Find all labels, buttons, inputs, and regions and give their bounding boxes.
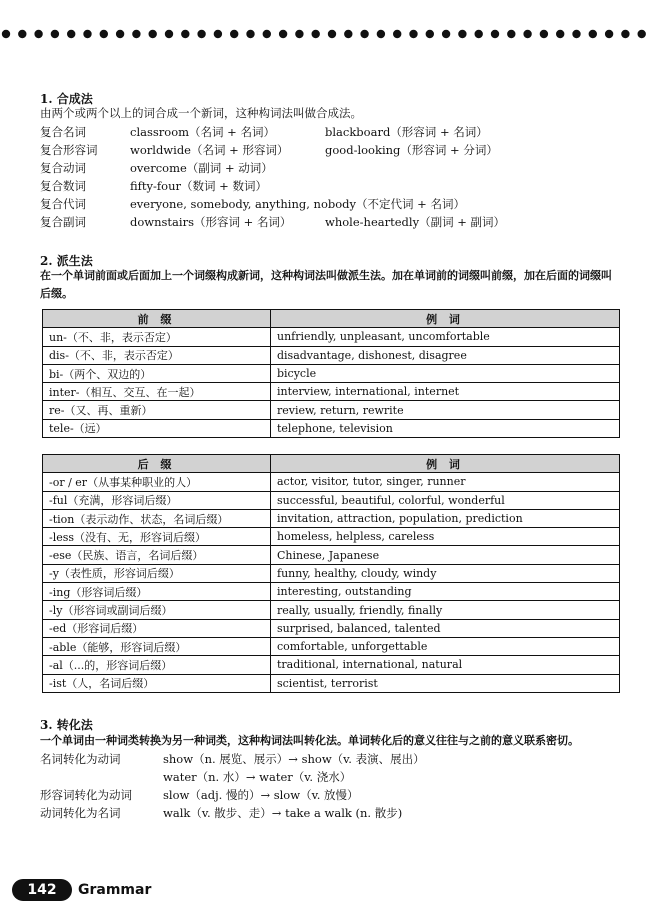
suffix-cell: -ed（形容词后缀） <box>43 619 271 637</box>
border-dot <box>149 30 157 38</box>
table-row <box>43 674 620 692</box>
example-cell: actor, visitor, tutor, singer, runner <box>271 473 620 491</box>
example-cell: invitation, attraction, population, prediction <box>271 509 620 527</box>
compound-label: 复合代词 <box>40 197 86 211</box>
compound-example-2: whole-heartedly（副词 + 副词） <box>325 215 506 229</box>
border-dot <box>197 30 205 38</box>
table-row <box>43 583 620 601</box>
example-cell: comfortable, unforgettable <box>271 637 620 655</box>
compound-example-1: worldwide（名词 + 形容词） <box>130 143 289 157</box>
example-cell: review, return, rewrite <box>271 401 620 419</box>
table-row <box>43 546 620 564</box>
border-dot <box>2 30 10 38</box>
table-row <box>43 637 620 655</box>
conversion-example: water（n. 水）→ water（v. 浇水） <box>163 770 352 784</box>
border-dot <box>67 30 75 38</box>
section-1-intro: 由两个或两个以上的词合成一个新词，这种构词法叫做合成法。 <box>40 106 362 120</box>
compound-label: 复合动词 <box>40 161 86 175</box>
example-cell: telephone, television <box>271 419 620 437</box>
border-dot <box>507 30 515 38</box>
compound-example-1: classroom（名词 + 名词） <box>130 125 275 139</box>
table-row <box>43 473 620 491</box>
example-cell: unfriendly, unpleasant, uncomfortable <box>271 328 620 346</box>
example-cell: successful, beautiful, colorful, wonderful <box>271 491 620 509</box>
suffix-cell: -less（没有、无，形容词后缀） <box>43 528 271 546</box>
border-dot <box>475 30 483 38</box>
border-dot <box>165 30 173 38</box>
example-cell: homeless, helpless, careless <box>271 528 620 546</box>
border-dot <box>132 30 140 38</box>
compound-label: 复合数词 <box>40 179 86 193</box>
border-dot <box>426 30 434 38</box>
compound-example-1: downstairs（形容词 + 名词） <box>130 215 292 229</box>
border-dot <box>589 30 597 38</box>
conversion-label: 形容词转化为动词 <box>40 788 132 802</box>
compound-example-1: overcome（副词 + 动词） <box>130 161 273 175</box>
border-dot <box>116 30 124 38</box>
border-dot <box>393 30 401 38</box>
table-row <box>43 328 620 346</box>
table-row <box>43 419 620 437</box>
prefix-cell: dis-（不、非，表示否定） <box>43 346 271 364</box>
section-3-intro: 一个单词由一种词类转换为另一种词类，这种构词法叫转化法。单词转化后的意义往往与之前的意义联系密切。 <box>40 734 579 747</box>
table-row <box>43 528 620 546</box>
compound-example-2: blackboard（形容词 + 名词） <box>325 125 488 139</box>
conversion-label: 名词转化为动词 <box>40 752 121 766</box>
suffix-cell: -tion（表示动作、状态，名词后缀） <box>43 509 271 527</box>
border-dot <box>51 30 59 38</box>
prefix-cell: bi-（两个、双边的） <box>43 364 271 382</box>
example-cell: traditional, international, natural <box>271 656 620 674</box>
border-dot <box>263 30 271 38</box>
border-dot <box>100 30 108 38</box>
compound-example-2: good-looking（形容词 + 分词） <box>325 143 498 157</box>
table-row <box>43 656 620 674</box>
example-cell: interesting, outstanding <box>271 583 620 601</box>
border-dot <box>409 30 417 38</box>
border-dot <box>523 30 531 38</box>
page-footer <box>12 878 151 902</box>
example-header: 例 词 <box>271 455 620 473</box>
example-cell: disadvantage, dishonest, disagree <box>271 346 620 364</box>
example-cell: funny, healthy, cloudy, windy <box>271 564 620 582</box>
suffix-header: 后 缀 <box>43 455 271 473</box>
border-dot <box>638 30 646 38</box>
example-cell: Chinese, Japanese <box>271 546 620 564</box>
border-dot <box>34 30 42 38</box>
example-cell: bicycle <box>271 364 620 382</box>
compound-label: 复合副词 <box>40 215 86 229</box>
border-dot <box>312 30 320 38</box>
table-row <box>43 509 620 527</box>
border-dot <box>621 30 629 38</box>
compound-label: 复合名词 <box>40 125 86 139</box>
table-row <box>43 383 620 401</box>
page-number: 142 <box>12 879 72 901</box>
suffix-cell: -able（能够，形容词后缀） <box>43 637 271 655</box>
border-dot <box>442 30 450 38</box>
example-cell: really, usually, friendly, finally <box>271 601 620 619</box>
suffix-cell: -y（表性质，形容词后缀） <box>43 564 271 582</box>
section-2-intro: 在一个单词前面或后面加上一个词缀构成新词，这种构词法叫做派生法。加在单词前的词缀叫前缀，加在后面的词缀叫后缀。 <box>40 269 612 300</box>
compound-example-1: fifty-four（数词 + 数词） <box>130 179 267 193</box>
footer-label: Grammar <box>78 882 152 898</box>
prefix-table <box>42 309 620 438</box>
prefix-table-header <box>43 310 620 328</box>
table-row <box>43 619 620 637</box>
suffix-table <box>42 454 620 693</box>
suffix-cell: -or / er（从事某种职业的人） <box>43 473 271 491</box>
border-dot <box>246 30 254 38</box>
border-dot <box>214 30 222 38</box>
prefix-cell: tele-（远） <box>43 419 271 437</box>
example-cell: interview, international, internet <box>271 383 620 401</box>
border-dot <box>360 30 368 38</box>
prefix-cell: inter-（相互、交互、在一起） <box>43 383 271 401</box>
suffix-cell: -al（...的，形容词后缀） <box>43 656 271 674</box>
section-2-title: 2. 派生法 <box>40 254 93 268</box>
border-dot <box>605 30 613 38</box>
table-row <box>43 364 620 382</box>
border-dot <box>377 30 385 38</box>
border-dot <box>491 30 499 38</box>
border-dot <box>328 30 336 38</box>
example-cell: scientist, terrorist <box>271 674 620 692</box>
border-dot <box>572 30 580 38</box>
prefix-header: 前 缀 <box>43 310 271 328</box>
border-dot <box>458 30 466 38</box>
border-dot <box>540 30 548 38</box>
prefix-cell: re-（又、再、重新） <box>43 401 271 419</box>
table-row <box>43 601 620 619</box>
suffix-cell: -ly（形容词或副词后缀） <box>43 601 271 619</box>
border-dot <box>295 30 303 38</box>
section-3-title: 3. 转化法 <box>40 718 93 732</box>
border-dot <box>181 30 189 38</box>
border-dot <box>83 30 91 38</box>
border-dot <box>556 30 564 38</box>
example-header: 例 词 <box>271 310 620 328</box>
conversion-label: 动词转化为名词 <box>40 806 121 820</box>
dotted-border-graphic <box>0 27 650 41</box>
border-dot <box>344 30 352 38</box>
border-dot <box>230 30 238 38</box>
table-row <box>43 564 620 582</box>
compound-example-1: everyone, somebody, anything, nobody（不定代词 + 名词） <box>130 197 465 211</box>
suffix-cell: -ful（充满，形容词后缀） <box>43 491 271 509</box>
border-dot <box>18 30 26 38</box>
border-dot <box>279 30 287 38</box>
conversion-example: slow（adj. 慢的）→ slow（v. 放慢） <box>163 788 359 802</box>
suffix-table-header <box>43 455 620 473</box>
example-cell: surprised, balanced, talented <box>271 619 620 637</box>
conversion-example: show（n. 展览、展示）→ show（v. 表演、展出） <box>163 752 425 766</box>
conversion-example: walk（v. 散步、走）→ take a walk (n. 散步) <box>163 806 403 820</box>
prefix-cell: un-（不、非，表示否定） <box>43 328 271 346</box>
table-row <box>43 401 620 419</box>
table-row <box>43 346 620 364</box>
suffix-cell: -ist（人，名词后缀） <box>43 674 271 692</box>
suffix-cell: -ese（民族、语言，名词后缀） <box>43 546 271 564</box>
dotted-border <box>0 27 650 41</box>
section-1-title: 1. 合成法 <box>40 92 93 106</box>
compound-label: 复合形容词 <box>40 143 98 157</box>
table-row <box>43 491 620 509</box>
suffix-cell: -ing（形容词后缀） <box>43 583 271 601</box>
